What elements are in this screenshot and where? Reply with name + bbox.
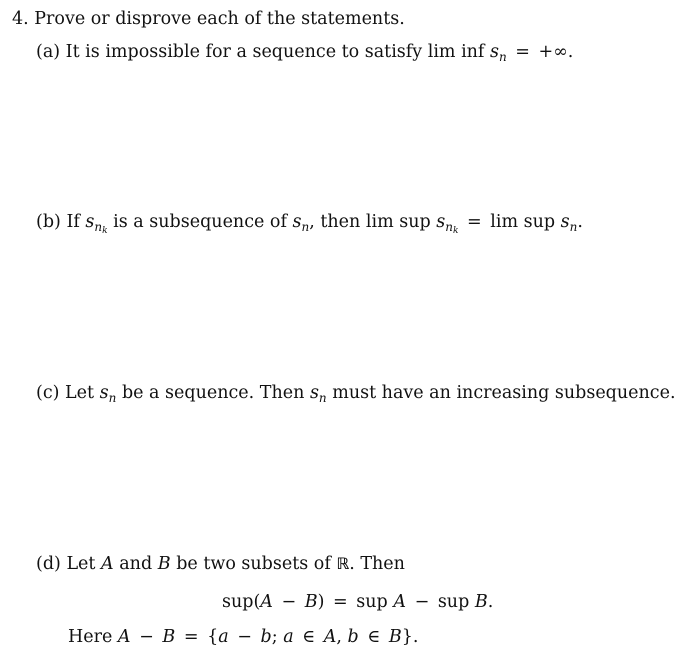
part-a-operator: lim inf — [427, 42, 485, 62]
part-a-sub: n — [498, 50, 507, 64]
part-b-t1: If — [66, 212, 80, 232]
part-a-rel: = — [515, 42, 530, 62]
def-minus-1: − — [139, 627, 154, 647]
part-d-t4: . Then — [349, 554, 405, 574]
reals-symbol: ℝ — [336, 554, 350, 573]
part-c-sub-1: n — [108, 391, 117, 405]
part-b-var-1: s — [85, 212, 95, 232]
part-d-t3: be two subsets of — [176, 554, 331, 574]
part-b-var-3: s — [436, 212, 446, 232]
part-c-t1: Let — [65, 383, 95, 403]
def-elem-b-1: b — [260, 627, 272, 647]
part-b-subsub-3: k — [452, 226, 459, 236]
eq-b-1: B — [304, 592, 318, 612]
def-close: }. — [401, 627, 419, 647]
eq-minus-1: − — [281, 592, 297, 612]
part-b-subsub-1: k — [102, 226, 108, 236]
part-b-t2: is a subsequence of — [113, 212, 287, 232]
eq-a-2: A — [393, 592, 406, 612]
def-elem-b-2: b — [347, 627, 359, 647]
eq-lparen: ( — [253, 592, 261, 612]
def-in-2: ∈ — [367, 627, 381, 647]
part-d-set-a: A — [101, 554, 114, 574]
eq-rparen: ) — [317, 592, 325, 612]
def-open: { — [207, 627, 219, 647]
part-a-rhs: +∞. — [538, 42, 574, 62]
def-a: A — [117, 627, 131, 647]
eq-b-2: B — [474, 592, 488, 612]
part-b-sub-4: n — [569, 220, 578, 234]
part-a-label: (a) — [36, 42, 61, 62]
def-rel: = — [183, 627, 199, 647]
part-b-operator-2: lim sup — [490, 212, 556, 232]
part-d-t2: and — [119, 554, 153, 574]
part-b-t3: , then — [309, 212, 361, 232]
part-b-var-4: s — [560, 212, 570, 232]
part-d-definition — [68, 626, 418, 648]
part-c-var-2: s — [309, 383, 319, 403]
part-b-operator-1: lim sup — [365, 212, 431, 232]
part-c — [36, 382, 676, 405]
eq-sup-3: sup — [437, 592, 470, 612]
def-set-a: A — [323, 627, 337, 647]
part-b-sub-2: n — [301, 220, 310, 234]
part-b-sub-1: n — [94, 220, 103, 234]
part-d — [36, 553, 405, 575]
def-in-1: ∈ — [302, 627, 316, 647]
part-b-sub-3: n — [445, 220, 453, 234]
part-d-equation — [222, 591, 493, 613]
part-b-end: . — [577, 212, 583, 232]
def-comma: , — [336, 627, 342, 647]
part-b-var-2: s — [292, 212, 302, 232]
part-c-t2: be a sequence. Then — [121, 383, 305, 403]
part-c-label: (c) — [36, 383, 60, 403]
problem-number: 4. — [12, 9, 29, 29]
part-b — [36, 211, 583, 236]
eq-end: . — [487, 592, 494, 612]
problem-intro: Prove or disprove each of the statements. — [34, 9, 405, 29]
part-c-var-1: s — [99, 383, 109, 403]
eq-rel: = — [333, 592, 348, 612]
part-b-rel: = — [467, 212, 482, 232]
def-elem-a-1: a — [218, 627, 229, 647]
eq-a-1: A — [260, 592, 273, 612]
part-a — [36, 41, 573, 64]
def-b: B — [162, 627, 176, 647]
def-elem-a-2: a — [283, 627, 294, 647]
part-d-label: (d) — [36, 554, 61, 574]
def-sep: ; — [271, 627, 278, 647]
part-c-sub-2: n — [318, 391, 327, 405]
problem-header — [12, 8, 405, 30]
part-d-set-b: B — [157, 554, 171, 574]
eq-minus-2: − — [414, 592, 430, 612]
part-c-t3: must have an increasing subsequence. — [332, 383, 676, 403]
part-d-t1: Let — [66, 554, 96, 574]
def-here: Here — [68, 627, 113, 647]
eq-sup-1: sup — [222, 592, 254, 612]
def-minus-2: − — [237, 627, 252, 647]
def-set-b: B — [388, 627, 402, 647]
part-a-text: It is impossible for a sequence to satisfy — [65, 42, 423, 62]
part-b-label: (b) — [36, 212, 61, 232]
eq-sup-2: sup — [356, 592, 388, 612]
part-a-var: s — [490, 42, 499, 62]
